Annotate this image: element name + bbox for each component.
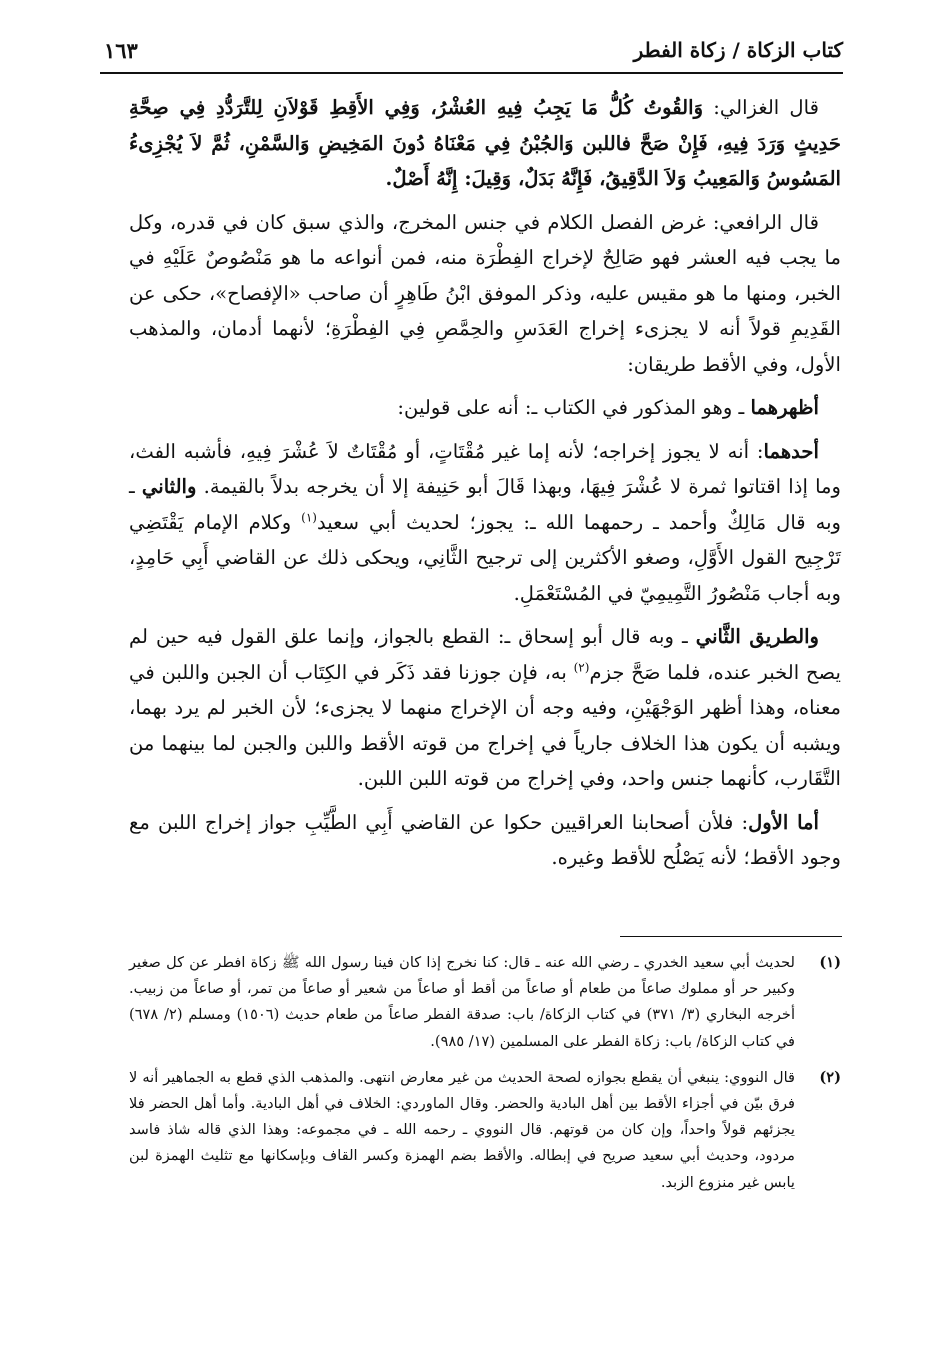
rafii-text: قال الرافعي: غرض الفصل الكلام في جنس المخرج، والذي سبق كان في قدره، وكل ما يجب فيه العشر فهو صَالِحٌ لإخراج الفِطْرَة منه، فمن أنواعه ما هو مَنْصُوصٌ عَلَيْهِ في الخبر، ومنها ما هو مقيس عليه، وذكر الموفق ابْنُ طَاهِرٍ أن صاحب «الإفصاح»، حكى عن القَدِيمِ قولاً أنه لا يجزىء إخراج العَدَسِ والحِمَّصِ فِي الفِطْرَةِ؛ لأنهما أدمان، والمذهب الأول، وفي الأقط طريقان: [129, 210, 841, 376]
tariq-thani-text: ـ وبه قال أبو إسحاق ـ: القطع بالجواز، وإنما علق القول فيه حين لم يصح الخبر عنده، فلما صَحَّ جزم [129, 625, 841, 684]
footnote-text: لحديث أبي سعيد الخدري ـ رضي الله عنه ـ قال: كنا نخرج إذا كان فينا رسول الله ﷺ زكاة افطر عن كل صغير وكبير حر أو مملوك صاعاً من طعام أو صاعاً من أقط أو صاعاً من شعير أو صاعاً من تمر، أو صاعاً من زبيب. أخرجه البخاري (٣/ ٣٧١) في كتاب الزكاة/ باب: صدقة الفطر صاعاً من طعام حديث (١٥٠٦) ومسلم (٢/ ٦٧٨) في كتاب الزكاة/ باب: زكاة الفطر على المسلمين (١٧/ ٩٨٥). [129, 954, 796, 1050]
footnote-number: (٢) [819, 1068, 841, 1086]
footnote-ref-2[interactable]: (٢) [573, 659, 590, 674]
paragraph-rafii [129, 205, 841, 383]
matn-quote: وَالقُوتُ كُلُّ مَا يَجِبُ فِيهِ العُشْرُ، وَفِي الأَقِطِ قَوْلاَنِ لِلتَّرَدُّدِ فِي صِحَّةِ حَدِيثٍ وَرَدَ فِيهِ، فَإِنْ صَحَّ فاللبن وَالجُبْنُ فِي مَعْنَاهُ دُونَ المَخِيضِ وَالسَّمْنِ، ثُمَّ لاَ يُجْزِىءُ المَسُوسُ وَالمَعِيبُ وَلاَ الدَّقِيقُ، فَإِنَّهُ بَدَلٌ، وَقِيلَ: إِنَّهُ أَصْلٌ. [129, 96, 841, 190]
running-header [100, 32, 843, 74]
amma-awwal-text: : فلأن أصحابنا العراقيين حكوا عن القاضي أَبِي الطَّيِّبِ جواز إخراج اللبن مع وجود الأقط؛ لأنه يَصْلُح للأقط وغيره. [129, 810, 841, 869]
speaker-ghazali: قال الغزالي: [703, 96, 819, 119]
page-number: ١٦٣ [104, 38, 138, 63]
paragraph-tariq-thani [129, 619, 841, 797]
main-text [129, 90, 841, 884]
paragraph-amma-awwal [129, 805, 841, 876]
paragraph-azharuhuma [129, 390, 841, 426]
footnote-1 [129, 950, 841, 1055]
footnote-number: (١) [819, 954, 841, 971]
footnote-ref-1[interactable]: (١) [301, 509, 317, 524]
heading-azharuhuma: أظهرهما [750, 396, 819, 419]
paragraph-ghazali [129, 90, 841, 197]
heading-tariq-thani: والطريق الثَّاني [695, 625, 819, 648]
paragraph-ahaduhuma [129, 434, 841, 612]
footnotes [129, 950, 841, 1206]
footnote-text: قال النووي: ينبغي أن يقطع بجوازه لصحة الحديث من غير معارض انتهى. والمذهب الذي قطع به الجماهير أنه لا فرق بيّن في أجزاء الأقط بين أهل البادية والحضر. وقال الماوردي: الخلاف في أهل البادية. وأما أهل الحضر فلا يجزئهم قولاً واحداً، وإن كان من قوتهم. قال النووي ـ رحمه الله ـ في مجموعه: وهذا الذي قاله شاذ فاسد مردود، وحديث أبي سعيد صريح في إبطاله. والأقط بضم الهمزة وكسر القاف وبإسكانها مع تثليث الهمزة لبن يابس غير منزوع الزبد. [129, 1068, 795, 1191]
tariq-thani-text-cont: به، فإن جوزنا فقد ذَكَر في الكِتَاب أن الجبن واللبن في معناه، وهذا أظهر الوَجْهَيْنِ، وفيه وجه أن الإخراج منهما لا يجزىء؛ لأن الخبر لم يرد بهما، ويشبه أن يكون هذا الخلاف جارياً في إخراج من قوته الأقط واللبن والجبن لما بينهما من التَّقَارب، كأنهما جنس واحد، وفي إخراج من قوته اللبن اللبن. [129, 660, 841, 790]
heading-ahaduhuma: أحدهما [763, 439, 819, 463]
imam-text: وكلام الإمام يَقْتَضِي تَرْجِيح القول الأَوَّلِ، وصغو الأكثرين إلى ترجيح الثَّانِي، ويحكى ذلك عن القاضي أَبِي حَامِدٍ، وبه أجاب مَنْصُورُ التَّمِيمِيّ في المُسْتَعْمَلِ. [129, 510, 841, 605]
footnote-separator [620, 936, 842, 937]
ahaduhuma-text: : أنه لا يجوز إخراجه؛ لأنه إما غير مُقْتَاتٍ، أو مُقْتَاتٌ لاَ عُشْرَ فِيهِ، فأشبه الفث، وما إذا اقتاتوا ثمرة لا عُشْرَ فِيهَا، وبهذا قَالَ أبو حَنِيفة إلا أن يخرجه بدلاً بالقيمة. [129, 439, 841, 498]
thani-text: ـ وبه قال مَالِكٌ وأحمد ـ رحمهما الله ـ: يجوز؛ لحديث أبي سعيد [129, 475, 841, 534]
footnote-2 [129, 1065, 841, 1196]
heading-thani: والثاني [141, 475, 197, 498]
azharuhuma-text: ـ وهو المذكور في الكتاب ـ: أنه على قولين: [397, 396, 751, 419]
heading-amma-awwal: أما الأول [748, 810, 819, 834]
header-title: كتاب الزكاة / زكاة الفطر [633, 38, 843, 62]
